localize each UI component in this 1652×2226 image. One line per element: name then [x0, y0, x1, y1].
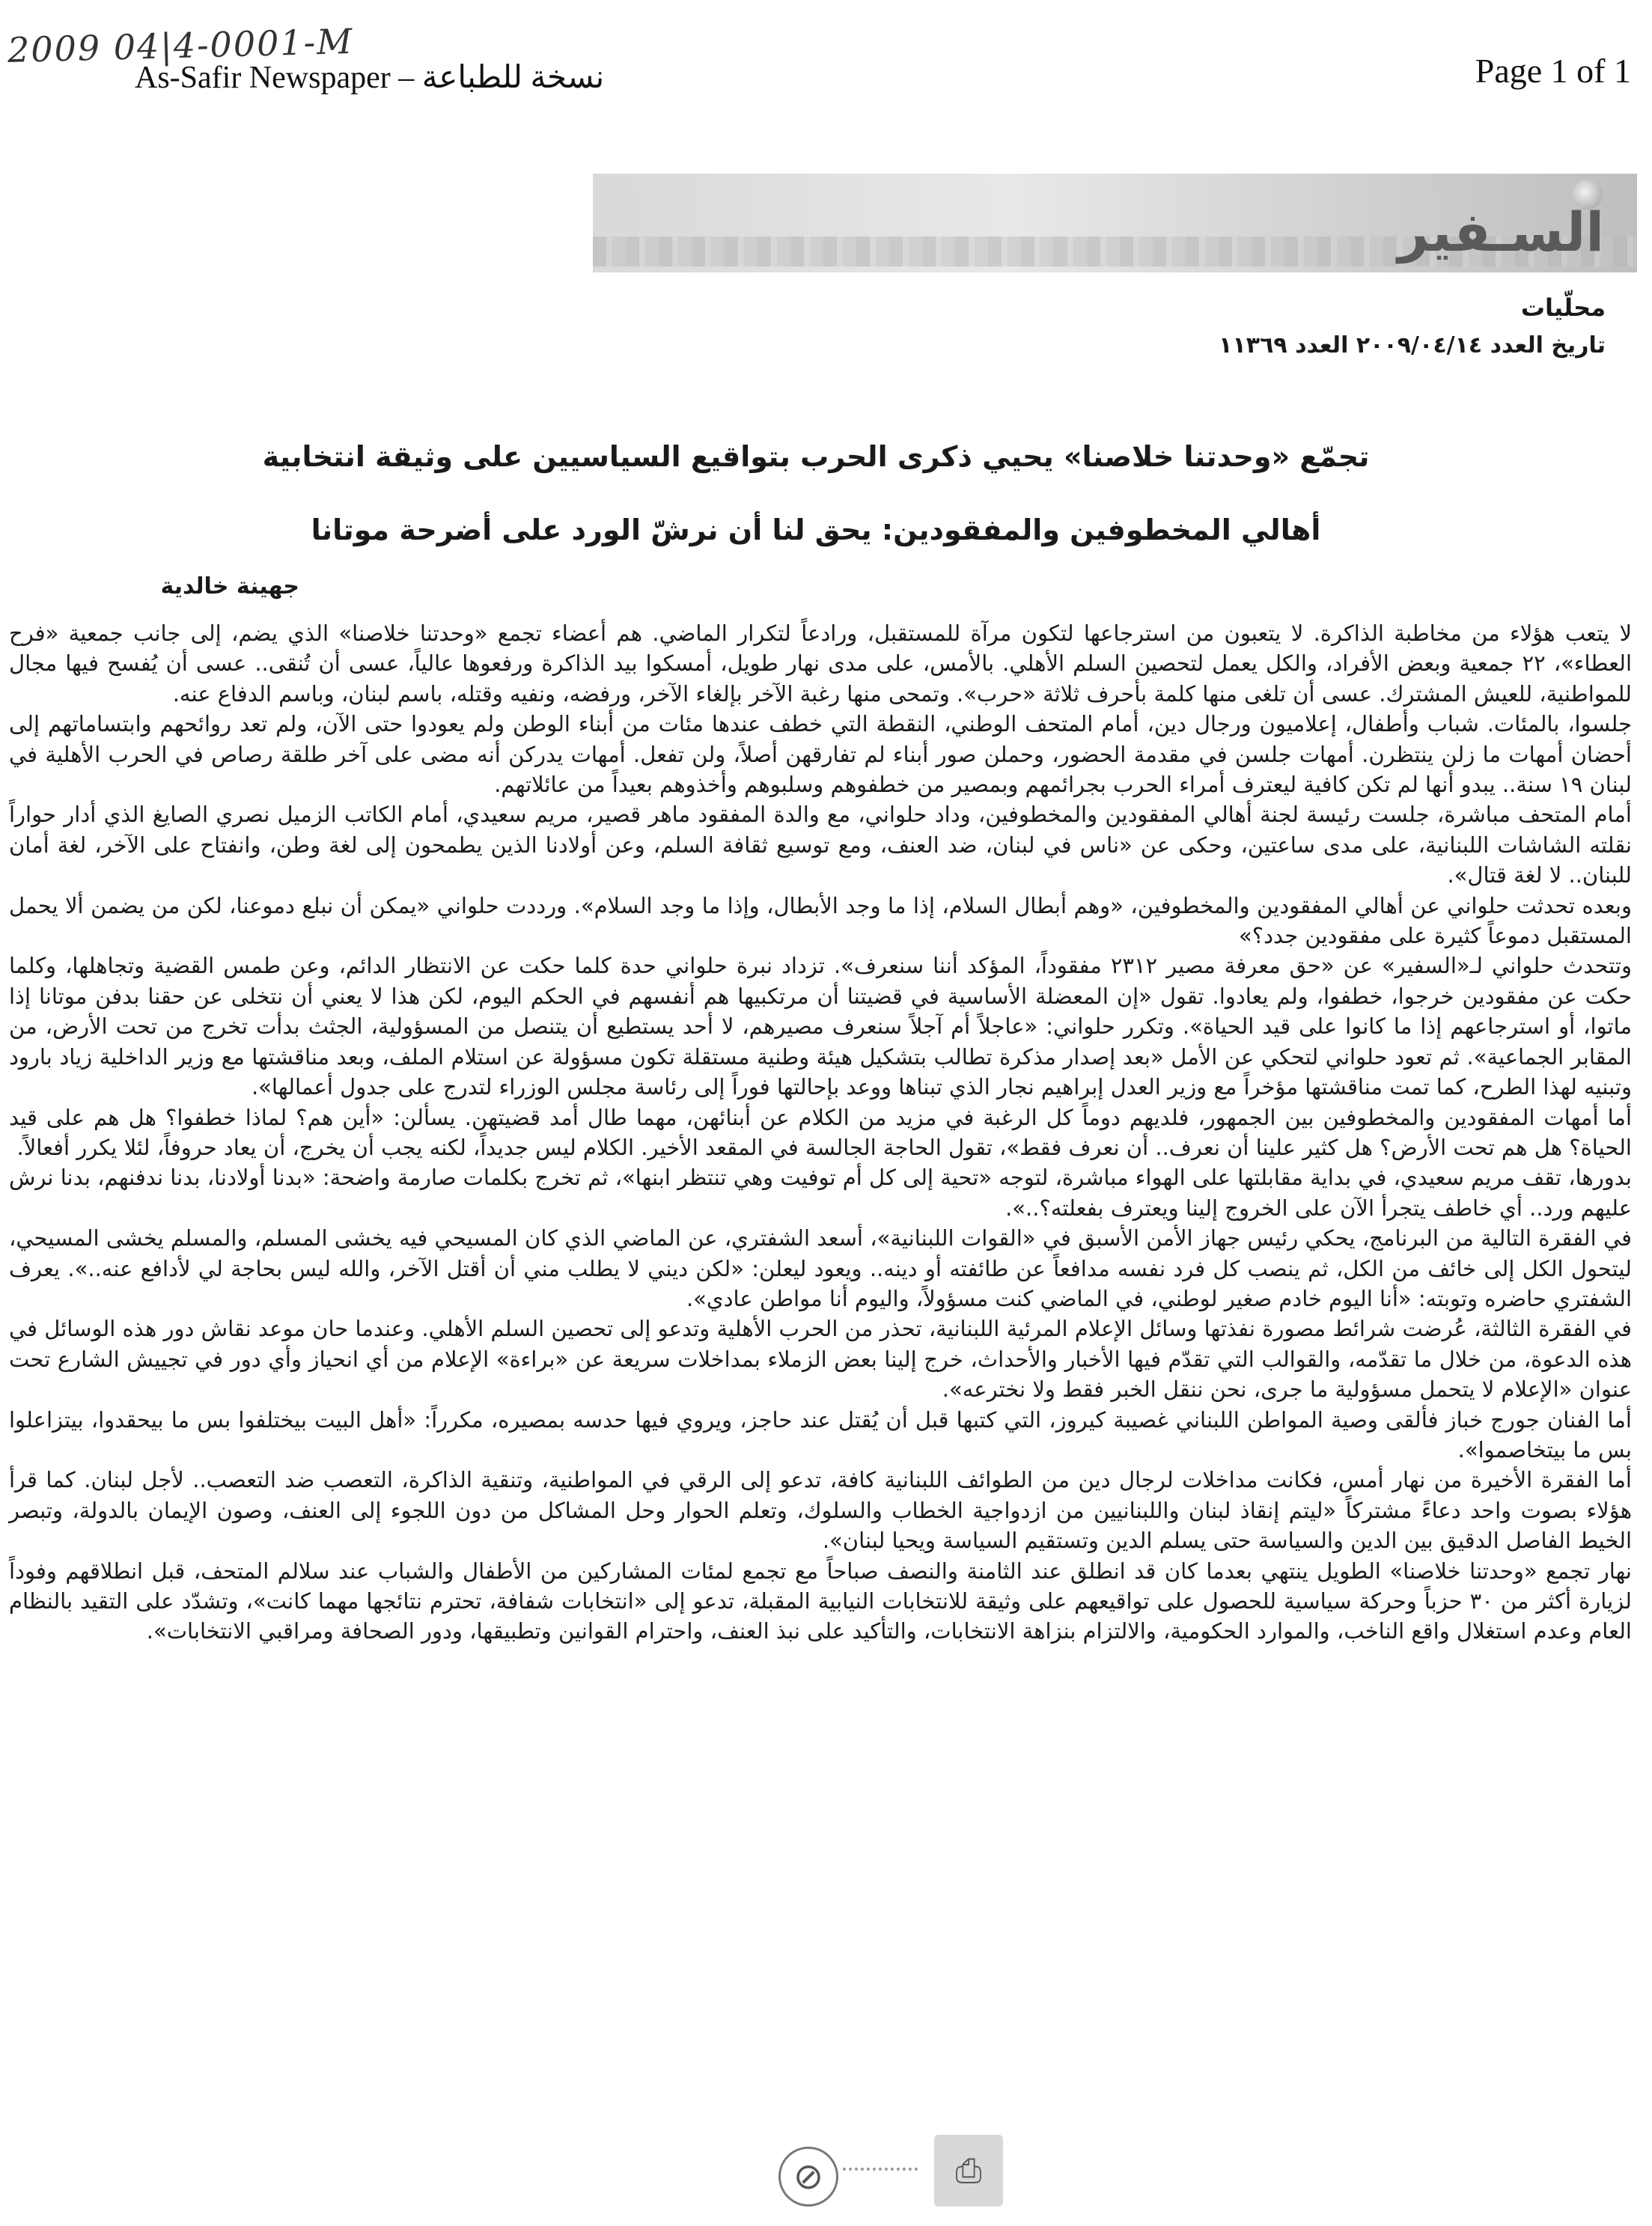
- paragraph: أما الفقرة الأخيرة من نهار أمس، فكانت مداخلات لرجال دين من الطوائف اللبنانية كافة، تدعو إلى الرقي في المواطنية، وتنقية الذاكرة، التعصب ضد التعصب.. لأجل لبنان. كما قرأ هؤلاء بصوت واحد دعاءً مشتركاً «ليتم إنقاذ لبنان واللبنانيين من ازدواجية الخطاب والسلوك، وتعلم الحوار وحل المشاكل من دون اللجوء إلى العنف، وصون الإيمان بالدولة، وتبصر الخيط الفاصل الدقيق بين الدين والسياسة حتى يسلم الدين وتستقيم السياسة ويحيا لبنان».: [9, 1467, 1632, 1554]
- handwritten-reference: 2009 04|4-0001-M: [7, 20, 354, 71]
- no-entry-icon[interactable]: ⊘: [778, 2147, 838, 2207]
- article-body: [9, 618, 1632, 1647]
- headline: تجمّع «وحدتنا خلاصنا» يحيي ذكرى الحرب بتواقيع السياسيين على وثيقة انتخابية: [262, 440, 1370, 473]
- newspaper-logo: السـفير: [1398, 201, 1604, 263]
- paragraph: في الفقرة التالية من البرنامج، يحكي رئيس جهاز الأمن الأسبق في «القوات اللبنانية»، أسعد الشفتري، عن الماضي الذي كان المسيحي فيه يخشى المسلم، والمسلم يخشى المسيحي، ليتحول الكل إلى خائف من الكل، ثم ينصب كل فرد نفسه مدافعاً عن طائفته أو دينه.. ويعود ليعلن: «لكن ديني لا يطلب مني أن أقتل الآخر، والله ليس بحاجة لي لأدافع عنه..». يعرف الشفتري حاضره وتوبته: «أنا اليوم خادم صغير لوطني، في الماضي كنت مسؤولاً، واليوم أنا مواطن عادي».: [9, 1225, 1632, 1311]
- page-indicator: Page 1 of 1: [1475, 52, 1631, 90]
- print-header: As-Safir Newspaper – نسخة للطباعة: [135, 61, 605, 95]
- paragraph: أمام المتحف مباشرة، جلست رئيسة لجنة أهالي المفقودين والمخطوفين، وداد حلواني، مع والدة المفقود ماهر قصير، مريم سعيدي، أمام الكاتب الزميل نصري الصايغ الذي أدار حواراً نقلته الشاشات اللبنانية، على مدى ساعتين، وحكى عن «ناس في لبنان، ضد العنف، ومع توسيع ثقافة السلم، وعن أولادنا الذين يطمحون إلى لغة وطن، وانفتاح على الآخر، لغة أمان للبنان.. لا لغة قتال».: [9, 802, 1632, 888]
- paragraph: أما أمهات المفقودين والمخطوفين بين الجمهور، فلديهم دوماً كل الرغبة في مزيد من الكلام عن أبنائهن، مهما طال أمد قضيتهن. يسألن: «أين هم؟ لماذا خطفوا؟ هل هم على قيد الحياة؟ هل هم تحت الأرض؟ هل كثير علينا أن نعرف.. أن نعرف فقط»، تقول الحاجة الجالسة في المقعد الأخير. الكلام ليس جديداً، لكنه يجب أن يخرج، أن يعاد حروفاً، لئلا يكرر أفعالاً.: [9, 1104, 1632, 1160]
- paragraph: أما الفنان جورج خباز فألقى وصية المواطن اللبناني غصيبة كيروز، التي كتبها قبل أن يُقتل عند حاجز، ويروي فيها حدسه بمصيره، مكرراً: «أهل البيت بيختلفوا بس ما بيحقدوا، بيتزاعلوا بس ما بيتخاصموا».: [9, 1406, 1632, 1463]
- paragraph: بدورها، تقف مريم سعيدي، في بداية مقابلتها على الهواء مباشرة، لتوجه «تحية إلى كل أم توفيت وهي تنتظر ابنها»، ثم تخرج بكلمات صارمة واضحة: «بدنا أولادنا، بدنا ندفنهم، بدنا نرش عليهم ورد.. أي خاطف يتجرأ الآن على الخروج إلينا ويعترف بفعلته؟..».: [9, 1165, 1632, 1221]
- paragraph: نهار تجمع «وحدتنا خلاصنا» الطويل ينتهي بعدما كان قد انطلق عند الثامنة والنصف صباحاً مع تجمع لمئات المشاركين من الأطفال والشباب عند سلالم المتحف، قبل انطلاقهم وفوداً لزيارة أكثر من ٣٠ حزباً وحركة سياسية للحصول على تواقيعهم على وثيقة للانتخابات النيابية المقبلة، تدعو إلى «انتخابات شفافة، تحترم نتائجها مهما كانت»، وتشدّد على التقيد بالنظام العام وعدم استغلال واقع الناخب، والموارد الحكومية، والالتزام بنزاهة الانتخابات، والتأكيد على نبذ العنف، واحترام القوانين وتطبيقها، ودور الصحافة ومراقبي الانتخابات».: [9, 1558, 1632, 1644]
- footer-divider: [843, 2168, 918, 2171]
- paragraph: وبعده تحدثت حلواني عن أهالي المفقودين والمخطوفين، «وهم أبطال السلام، إذا ما وجد الأبطال، وإذا ما وجد السلام». ورددت حلواني «يمكن أن نبلع دموعنا، لكن من يضمن ألا يحمل المستقبل دموعاً كثيرة على مفقودين جدد؟»: [9, 892, 1632, 949]
- author-byline: جهينة خالدية: [160, 573, 299, 600]
- subheadline: أهالي المخطوفين والمفقودين: يحق لنا أن نرشّ الورد على أضرحة موتانا: [311, 513, 1321, 546]
- paragraph: جلسوا، بالمئات. شباب وأطفال، إعلاميون ورجال دين، أمام المتحف الوطني، النقطة التي خطف عندها مئات من أبناء الوطن ولم يعودوا حتى الآن، ولم تعد روائحهم وابتساماتهم إلى أحضان أمهات ما زلن ينتظرن. أمهات جلسن في مقدمة الحضور، وحملن صور أبناء لم تفارقهن أصلاً، ولن تفعل. أمهات يدركن أنه مضى على آخر طلقة رصاص في الحرب الأهلية في لبنان ١٩ سنة.. يبدو أنها لم تكن كافية ليعترف أمراء الحرب بجرائمهم وبمصير من خطفوهم وسلبوهم وأخذوهم بعيداً من عائلاتهم.: [9, 711, 1632, 798]
- printer-icon[interactable]: ⎙: [934, 2135, 1003, 2207]
- paragraph: لا يتعب هؤلاء من مخاطبة الذاكرة. لا يتعبون من استرجاعها لتكون مرآة للمستقبل، ورادعاً لتكرار الماضي. هم أعضاء تجمع «وحدتنا خلاصنا» الذي يضم، إلى جانب جمعية «فرح العطاء»، ٢٢ جمعية وبعض الأفراد، والكل يعمل لتحصين السلم الأهلي. بالأمس، على مدى نهار طويل، أمسكوا بيد الذاكرة ورفعوها عالياً، عسى أن تُنقى.. عسى أن يُفسح فيها مجال للمواطنية، للعيش المشترك. عسى أن تلغى منها كلمة بأحرف ثلاثة «حرب». وتمحى منها رغبة الآخر بإلغاء الآخر، ورفضه، ونفيه وقتله، باسم لبنان، وباسم الدفاع عنه.: [9, 620, 1632, 707]
- paragraph: في الفقرة الثالثة، عُرضت شرائط مصورة نفذتها وسائل الإعلام المرئية اللبنانية، تحذر من الحرب الأهلية وتدعو إلى تحصين السلم الأهلي. وعندما حان موعد نقاش دور هذه الوسائل في هذه الدعوة، من خلال ما تقدّمه، والقوالب التي تقدّم فيها الأخبار والأحداث، خرج إلينا بعض الزملاء بمداخلات سريعة عن «براءة» الإعلام من أي انحياز وأي دور في تجييش الشارع تحت عنوان «الإعلام لا يتحمل مسؤولية ما جرى، نحن ننقل الخبر فقط ولا نخترعه».: [9, 1316, 1632, 1403]
- section-label: محلّيات: [1520, 293, 1606, 322]
- paragraph: وتتحدث حلواني لـ«السفير» عن «حق معرفة مصير ٢٣١٢ مفقوداً، المؤكد أننا سنعرف». تزداد نبرة حلواني حدة كلما حكت عن الانتظار الدائم، وعن طمس القضية وتجاهلها، وكلما حكت عن مفقودين خرجوا، خطفوا، ولم يعادوا. تقول «إن المعضلة الأساسية في قضيتنا أن مرتكبيها هم أنفسهم في الحكم اليوم، لكن هذا لا يعني أن نتخلى عن حقنا بدفن موتانا إذا ماتوا، أو استرجاعهم إذا ما كانوا على قيد الحياة». وتكرر حلواني: «عاجلاً أم آجلاً سنعرف مصيرهم، لا أحد يستطيع أن يتنصل من المسؤولية، الجثث بدأت تخرج من تحت الأرض، من المقابر الجماعية». ثم تعود حلواني لتحكي عن الأمل «بعد إصدار مذكرة تطالب بتشكيل هيئة وطنية مستقلة تكون مسؤولة عن استلام الملف، وبعد مناقشتها مع وزير الداخلية زياد بارود وتبنيه لهذا الطرح، كما تمت مناقشتها مؤخراً مع وزير العدل إبراهيم نجار الذي تبناها ووعد بإحالتها فوراً إلى رئاسة مجلس الوزراء لتدرج على جدول أعمالها».: [9, 953, 1632, 1100]
- issue-info: تاريخ العدد ٢٠٠٩/٠٤/١٤ العدد ١١٣٦٩: [1219, 332, 1606, 359]
